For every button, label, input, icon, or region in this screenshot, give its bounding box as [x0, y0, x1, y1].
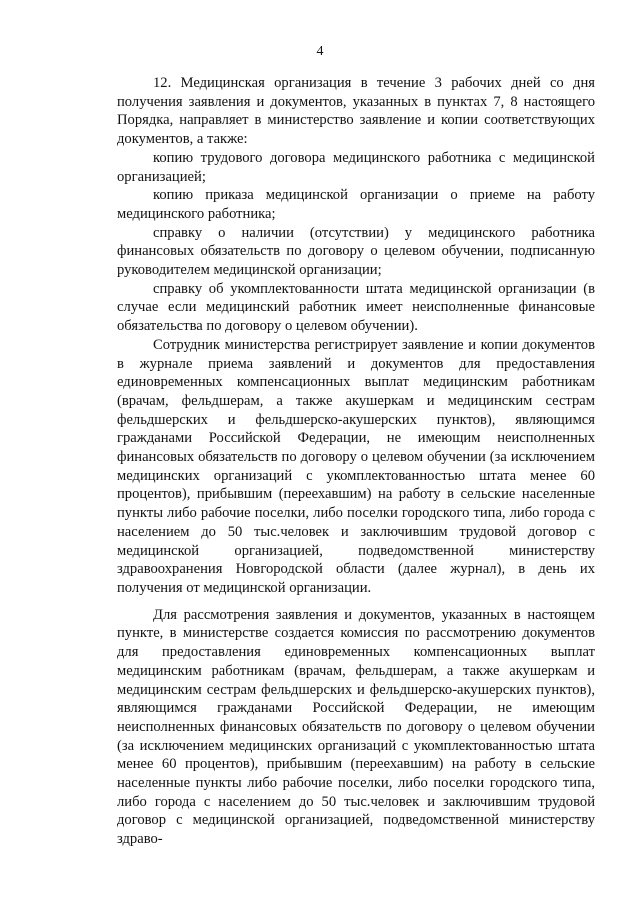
- paragraph-hiring-order-copy: копию приказа медицинской организации о приеме на работу медицинского работника;: [117, 187, 595, 222]
- paragraph-employment-contract-copy: копию трудового договора медицинского работника с медицинской организацией;: [117, 149, 595, 185]
- paragraph-item-12: 12. Медицинская организация в течение 3 рабочих дней со дня получения заявления и документов, указанных в пунктах 7, 8 настоящего Порядка, направляет в министерство заявление и копии соответствующих документов, а также:: [117, 75, 595, 148]
- paragraph-registration-journal: Сотрудник министерства регистрирует заявление и копии документов в журнале приема заявлений и документов для предоставления единовременных компенсационных выплат медицинским работникам (врачам, фельдшерам, а также акушеркам и медицинским сестрам фельдшерских и фельдшерско-акушерских пунктов), являющимся гражданами Российской Федерации, не имеющим неисполненных финансовых обязательств по договору о целевом обучении (за исключением медицинских организаций с укомплектованностью штата менее 60 процентов), прибывшим (переехавшим) на работу в сельские населенные пункты либо рабочие поселки, либо поселки городского типа, либо города с населением до 50 тыс.человек и заключившим трудовой договор с медицинской организацией, подведомственной министерству здравоохранения Новгородской области (далее журнал), в день их получения от медицинской организации.: [117, 336, 595, 596]
- paragraph-commission: Для рассмотрения заявления и документов, указанных в настоящем пункте, в министерстве создается комиссия по рассмотрению документов для предоставления единовременных компенсационных выплат медицинским работникам (врачам, фельдшерам, а также акушеркам и медицинским сестрам фельдшерских и фельдшерско-акушерских пунктов), являющимся гражданами Российской Федерации, не имеющим неисполненных финансовых обязательств по договору о целевом обучении (за исключением медицинских организаций с укомплектованностью штата менее 60 процентов), прибывшим (переехавшим) на работу в сельские населенные пункты либо рабочие поселки, либо поселки городского типа, либо города с населением до 50 тыс.человек и заключившим трудовой договор с медицинской организацией, подведомственной министерству здраво-: [117, 606, 595, 848]
- paragraph-staffing-certificate: справку об укомплектованности штата медицинской организации (в случае если медицинский работник имеет неисполненные финансовые обязательства по договору о целевом обучении).: [117, 280, 595, 335]
- page-number: 4: [316, 44, 324, 59]
- document-body: [117, 74, 595, 849]
- paragraph-obligations-certificate: справку о наличии (отсутствии) у медицинского работника финансовых обязательств по договору о целевом обучении, подписанную руководителем медицинской организации;: [117, 224, 595, 279]
